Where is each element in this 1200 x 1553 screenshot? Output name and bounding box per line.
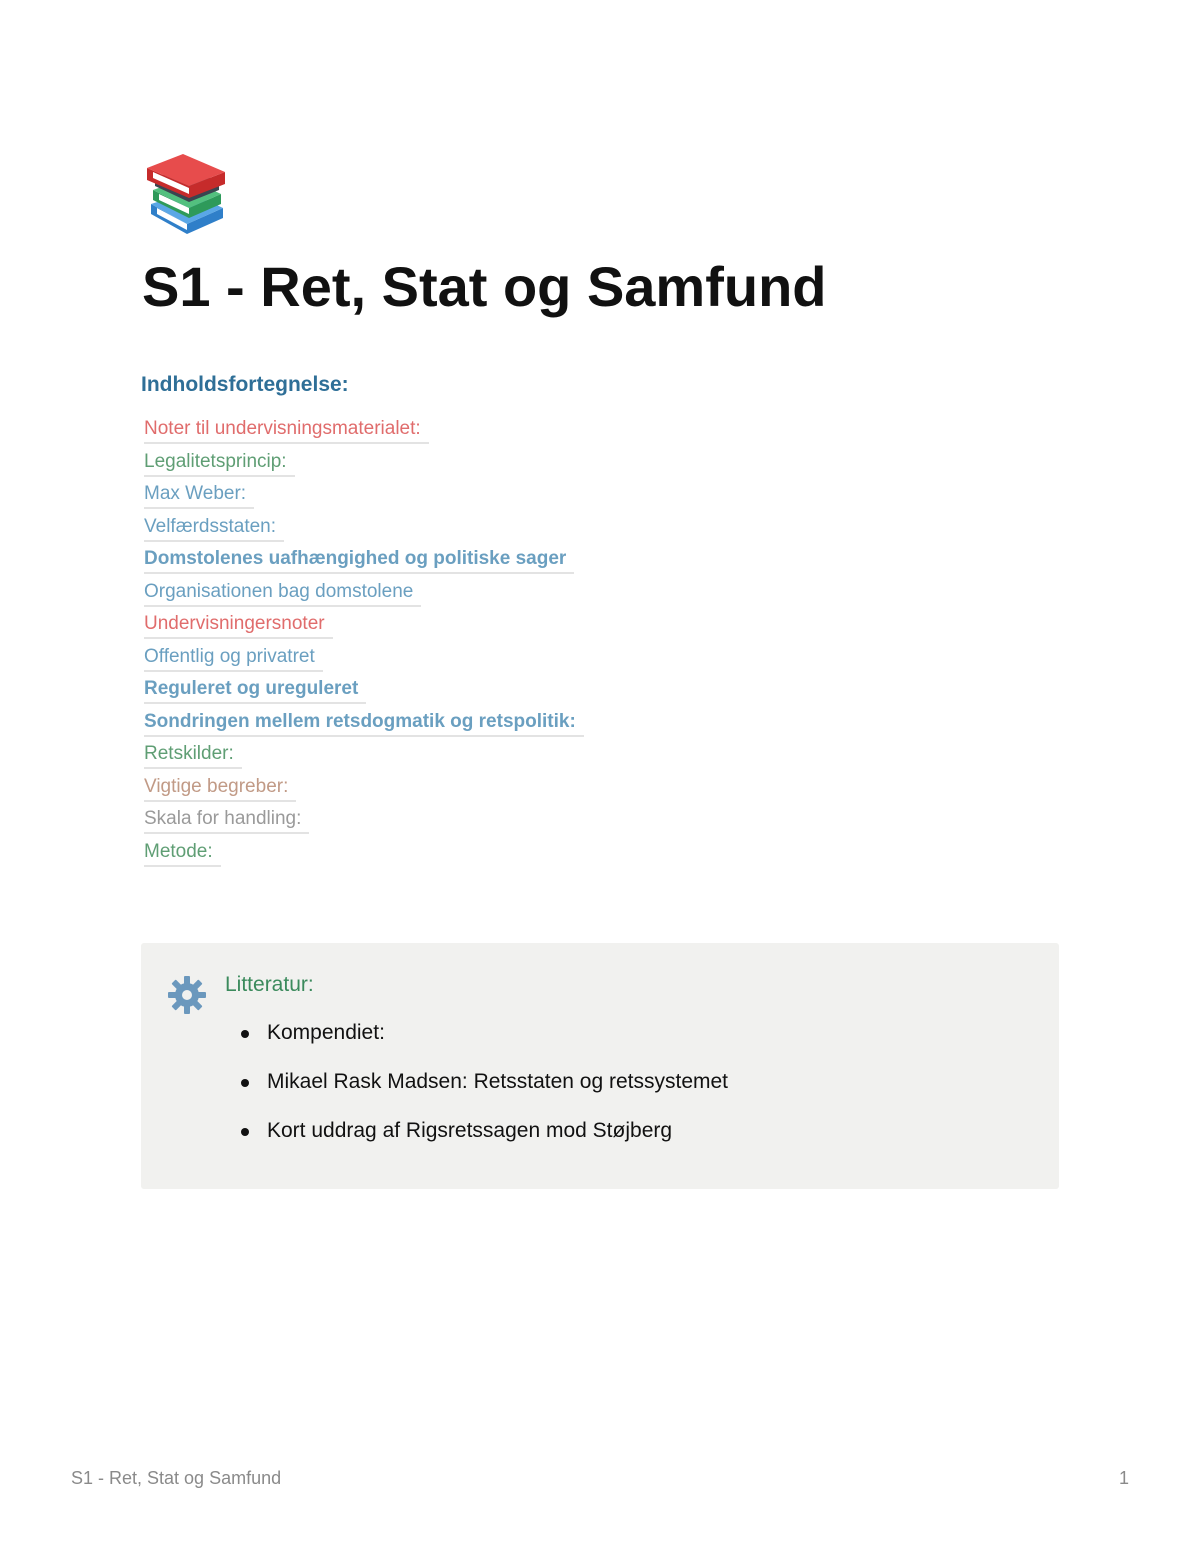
toc-link[interactable]: Skala for handling:	[144, 806, 309, 834]
toc-item	[144, 611, 584, 644]
bullet-icon	[241, 1079, 249, 1087]
list-item-text: Mikael Rask Madsen: Retsstaten og retssystemet	[267, 1070, 729, 1093]
toc-heading: Indholdsfortegnelse:	[141, 373, 349, 396]
list-item-text: Kompendiet:	[267, 1021, 385, 1044]
list-item-text: Kort uddrag af Rigsretssagen mod Støjberg	[267, 1119, 673, 1142]
list-item	[239, 1117, 728, 1166]
callout-title: Litteratur:	[225, 973, 314, 996]
toc-item	[144, 514, 584, 547]
list-item	[239, 1019, 728, 1068]
page-number: 1	[1118, 1468, 1129, 1488]
toc-link[interactable]: Sondringen mellem retsdogmatik og retspolitik:	[144, 709, 584, 737]
toc-link[interactable]: Retskilder:	[144, 741, 242, 769]
bullet-icon	[241, 1030, 249, 1038]
toc-link[interactable]: Max Weber:	[144, 481, 254, 509]
literature-list	[239, 1019, 728, 1166]
toc-item	[144, 709, 584, 742]
toc-item	[144, 579, 584, 612]
toc-link[interactable]: Legalitetsprincip:	[144, 449, 295, 477]
literature-callout	[141, 943, 1059, 1189]
footer-title: S1 - Ret, Stat og Samfund	[71, 1468, 282, 1488]
gear-icon	[167, 975, 207, 1015]
page-title: S1 - Ret, Stat og Samfund	[142, 255, 827, 318]
toc-item	[144, 644, 584, 677]
toc-item	[144, 839, 584, 872]
toc-link[interactable]: Metode:	[144, 839, 221, 867]
toc-link[interactable]: Organisationen bag domstolene	[144, 579, 421, 607]
toc-item	[144, 774, 584, 807]
table-of-contents	[144, 416, 584, 871]
toc-item	[144, 481, 584, 514]
toc-item	[144, 546, 584, 579]
toc-link[interactable]: Vigtige begreber:	[144, 774, 296, 802]
toc-link[interactable]: Domstolenes uafhængighed og politiske sager	[144, 546, 574, 574]
toc-link[interactable]: Velfærdsstaten:	[144, 514, 284, 542]
toc-link[interactable]: Noter til undervisningsmaterialet:	[144, 416, 429, 444]
bullet-icon	[241, 1128, 249, 1136]
toc-item	[144, 416, 584, 449]
toc-item	[144, 806, 584, 839]
toc-link[interactable]: Offentlig og privatret	[144, 644, 323, 672]
toc-item	[144, 676, 584, 709]
toc-link[interactable]: Undervisningersnoter	[144, 611, 333, 639]
books-icon	[143, 152, 229, 236]
toc-item	[144, 449, 584, 482]
toc-link[interactable]: Reguleret og ureguleret	[144, 676, 366, 704]
list-item	[239, 1068, 728, 1117]
toc-item	[144, 741, 584, 774]
